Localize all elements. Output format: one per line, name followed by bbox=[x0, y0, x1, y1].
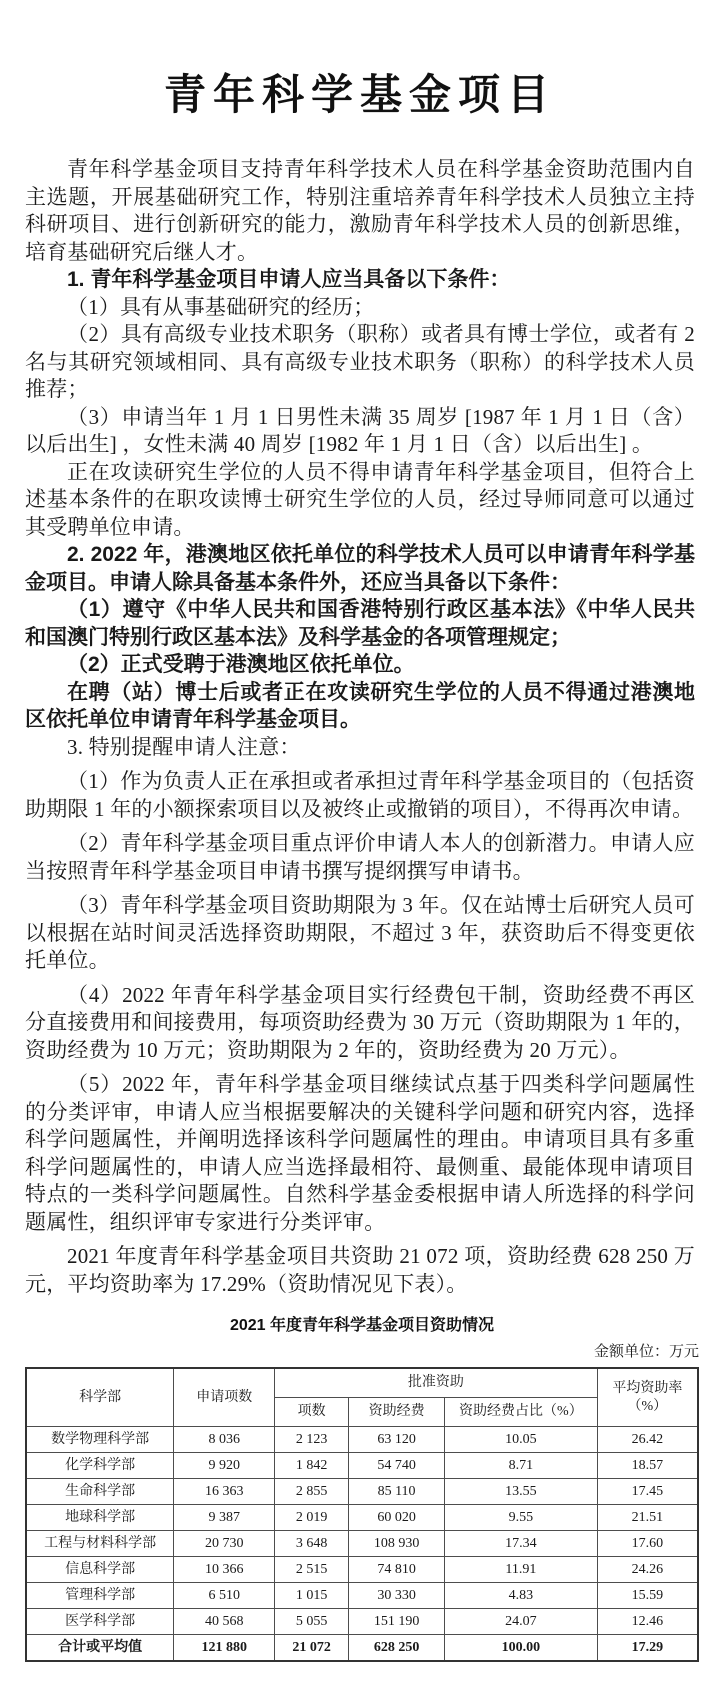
table-cell: 121 880 bbox=[174, 1635, 275, 1662]
paragraph-14: （3）青年科学基金项目资助期限为 3 年。仅在站博士后研究人员可以根据在站时间灵活选择资助期限，不超过 3 年，获资助后不得变更依托单位。 bbox=[25, 893, 695, 972]
table-cell: 3 648 bbox=[275, 1531, 349, 1557]
table-cell: 2 855 bbox=[275, 1479, 349, 1505]
table-cell: 63 120 bbox=[349, 1427, 445, 1453]
table-cell: 8.71 bbox=[445, 1453, 598, 1479]
table-cell: 2 019 bbox=[275, 1505, 349, 1531]
table-cell: 20 730 bbox=[174, 1531, 275, 1557]
table-cell: 10.05 bbox=[445, 1427, 598, 1453]
paragraph-11: 3. 特别提醒申请人注意： bbox=[67, 734, 301, 759]
table-cell: 17.34 bbox=[445, 1531, 598, 1557]
table-cell: 9.55 bbox=[445, 1505, 598, 1531]
table-cell: 18.57 bbox=[597, 1453, 698, 1479]
table-cell: 地球科学部 bbox=[26, 1505, 174, 1531]
table-row bbox=[26, 1427, 698, 1453]
table-cell: 40 568 bbox=[174, 1609, 275, 1635]
table-row bbox=[26, 1557, 698, 1583]
funding-table-header bbox=[26, 1368, 698, 1427]
table-cell: 医学科学部 bbox=[26, 1609, 174, 1635]
table-cell: 15.59 bbox=[597, 1583, 698, 1609]
table-cell: 13.55 bbox=[445, 1479, 598, 1505]
table-cell: 151 190 bbox=[349, 1609, 445, 1635]
table-row bbox=[26, 1609, 698, 1635]
table-cell: 合计或平均值 bbox=[26, 1635, 174, 1662]
table-cell: 10 366 bbox=[174, 1557, 275, 1583]
page-title: 青年科学基金项目 bbox=[163, 70, 556, 119]
paragraph-12: （1）作为负责人正在承担或者承担过青年科学基金项目的（包括资助期限 1 年的小额探索项目以及被终止或撤销的项目），不得再次申请。 bbox=[25, 769, 695, 821]
table-cell: 化学科学部 bbox=[26, 1453, 174, 1479]
table-cell: 108 930 bbox=[349, 1531, 445, 1557]
table-cell: 4.83 bbox=[445, 1583, 598, 1609]
table-cell: 16 363 bbox=[174, 1479, 275, 1505]
paragraph-2: 1. 青年科学基金项目申请人应当具备以下条件： bbox=[67, 268, 511, 291]
table-cell: 2 123 bbox=[275, 1427, 349, 1453]
header-funding: 资助经费 bbox=[349, 1398, 445, 1427]
funding-table-body bbox=[26, 1427, 698, 1662]
table-cell: 85 110 bbox=[349, 1479, 445, 1505]
paragraph-1: 青年科学基金项目支持青年科学技术人员在科学基金资助范围内自主选题，开展基础研究工作，特别注重培养青年科学技术人员独立主持科研项目、进行创新研究的能力，激励青年科学技术人员的创新思维，培育基础研究后继人才。 bbox=[25, 157, 695, 264]
table-cell: 100.00 bbox=[445, 1635, 598, 1662]
header-funding-share: 资助经费占比（%） bbox=[445, 1398, 598, 1427]
paragraph-8: （1）遵守《中华人民共和国香港特别行政区基本法》《中华人民共和国澳门特别行政区基本法》及科学基金的各项管理规定； bbox=[25, 598, 695, 649]
table-cell: 21 072 bbox=[275, 1635, 349, 1662]
table-cell: 1 015 bbox=[275, 1583, 349, 1609]
paragraph-17: 2021 年度青年科学基金项目共资助 21 072 项，资助经费 628 250 万元，平均资助率为 17.29%（资助情况见下表）。 bbox=[25, 1244, 695, 1296]
body-paragraphs bbox=[25, 156, 695, 1298]
table-cell: 17.45 bbox=[597, 1479, 698, 1505]
table-cell: 1 842 bbox=[275, 1453, 349, 1479]
paragraph-9: （2）正式受聘于港澳地区依托单位。 bbox=[67, 653, 415, 676]
paragraph-13: （2）青年科学基金项目重点评价申请人本人的创新潜力。申请人应当按照青年科学基金项目申请书撰写提纲撰写申请书。 bbox=[25, 831, 695, 883]
table-cell: 生命科学部 bbox=[26, 1479, 174, 1505]
table-cell: 管理科学部 bbox=[26, 1583, 174, 1609]
table-caption: 2021 年度青年科学基金项目资助情况 bbox=[229, 1317, 495, 1334]
table-cell: 54 740 bbox=[349, 1453, 445, 1479]
table-cell: 30 330 bbox=[349, 1583, 445, 1609]
table-cell: 11.91 bbox=[445, 1557, 598, 1583]
table-cell: 74 810 bbox=[349, 1557, 445, 1583]
table-cell: 60 020 bbox=[349, 1505, 445, 1531]
header-projects: 项数 bbox=[275, 1398, 349, 1427]
paragraph-7: 2. 2022 年，港澳地区依托单位的科学技术人员可以申请青年科学基金项目。申请人除具备基本条件外，还应当具备以下条件： bbox=[25, 543, 695, 594]
table-row bbox=[26, 1453, 698, 1479]
table-cell: 2 515 bbox=[275, 1557, 349, 1583]
table-unit-note: 金额单位：万元 bbox=[593, 1344, 699, 1360]
funding-table bbox=[25, 1367, 699, 1662]
paragraph-10: 在聘（站）博士后或者正在攻读研究生学位的人员不得通过港澳地区依托单位申请青年科学基金项目。 bbox=[25, 680, 695, 731]
table-cell: 5 055 bbox=[275, 1609, 349, 1635]
table-row bbox=[26, 1583, 698, 1609]
table-cell: 9 387 bbox=[174, 1505, 275, 1531]
paragraph-5: （3）申请当年 1 月 1 日男性未满 35 周岁 [1987 年 1 月 1 日（含）以后出生] ，女性未满 40 周岁 [1982 年 1 月 1 日（含）以后出生] 。 bbox=[25, 404, 695, 456]
table-cell: 26.42 bbox=[597, 1427, 698, 1453]
paragraph-3: （1）具有从事基础研究的经历； bbox=[67, 294, 375, 319]
paragraph-16: （5）2022 年，青年科学基金项目继续试点基于四类科学问题属性的分类评审，申请人应当根据要解决的关键科学问题和研究内容，选择科学问题属性，并阐明选择该科学问题属性的理由。申请项目具有多重科学问题属性的，申请人应当选择最相符、最侧重、最能体现申请项目特点的一类科学问题属性。自然科学基金委根据申请人所选择的科学问题属性，组织评审专家进行分类评审。 bbox=[25, 1072, 695, 1234]
table-cell: 24.07 bbox=[445, 1609, 598, 1635]
table-row bbox=[26, 1479, 698, 1505]
paragraph-6: 正在攻读研究生学位的人员不得申请青年科学基金项目，但符合上述基本条件的在职攻读博士研究生学位的人员，经过导师同意可以通过其受聘单位申请。 bbox=[25, 459, 695, 539]
table-cell: 21.51 bbox=[597, 1505, 698, 1531]
table-cell: 24.26 bbox=[597, 1557, 698, 1583]
header-department: 科学部 bbox=[26, 1368, 174, 1427]
table-cell: 17.29 bbox=[597, 1635, 698, 1662]
paragraph-15: （4）2022 年青年科学基金项目实行经费包干制，资助经费不再区分直接费用和间接费用，每项资助经费为 30 万元（资助期限为 1 年的，资助经费为 10 万元；资助期限为 2 年的，资助经费为 20 万元）。 bbox=[25, 982, 695, 1062]
table-cell: 信息科学部 bbox=[26, 1557, 174, 1583]
table-cell: 9 920 bbox=[174, 1453, 275, 1479]
table-cell: 工程与材料科学部 bbox=[26, 1531, 174, 1557]
table-cell: 628 250 bbox=[349, 1635, 445, 1662]
table-cell: 6 510 bbox=[174, 1583, 275, 1609]
header-group-approved: 批准资助 bbox=[275, 1368, 598, 1398]
table-cell: 8 036 bbox=[174, 1427, 275, 1453]
table-cell: 12.46 bbox=[597, 1609, 698, 1635]
table-cell: 17.60 bbox=[597, 1531, 698, 1557]
paragraph-4: （2）具有高级专业技术职务（职称）或者具有博士学位，或者有 2 名与其研究领域相同、具有高级专业技术职务（职称）的科学技术人员推荐； bbox=[25, 322, 695, 401]
funding-table-section bbox=[25, 1316, 699, 1662]
table-row bbox=[26, 1505, 698, 1531]
header-avg-rate: 平均资助率（%） bbox=[597, 1368, 698, 1427]
table-cell: 数学物理科学部 bbox=[26, 1427, 174, 1453]
table-total-row bbox=[26, 1635, 698, 1662]
table-row bbox=[26, 1531, 698, 1557]
header-applications: 申请项数 bbox=[174, 1368, 275, 1427]
